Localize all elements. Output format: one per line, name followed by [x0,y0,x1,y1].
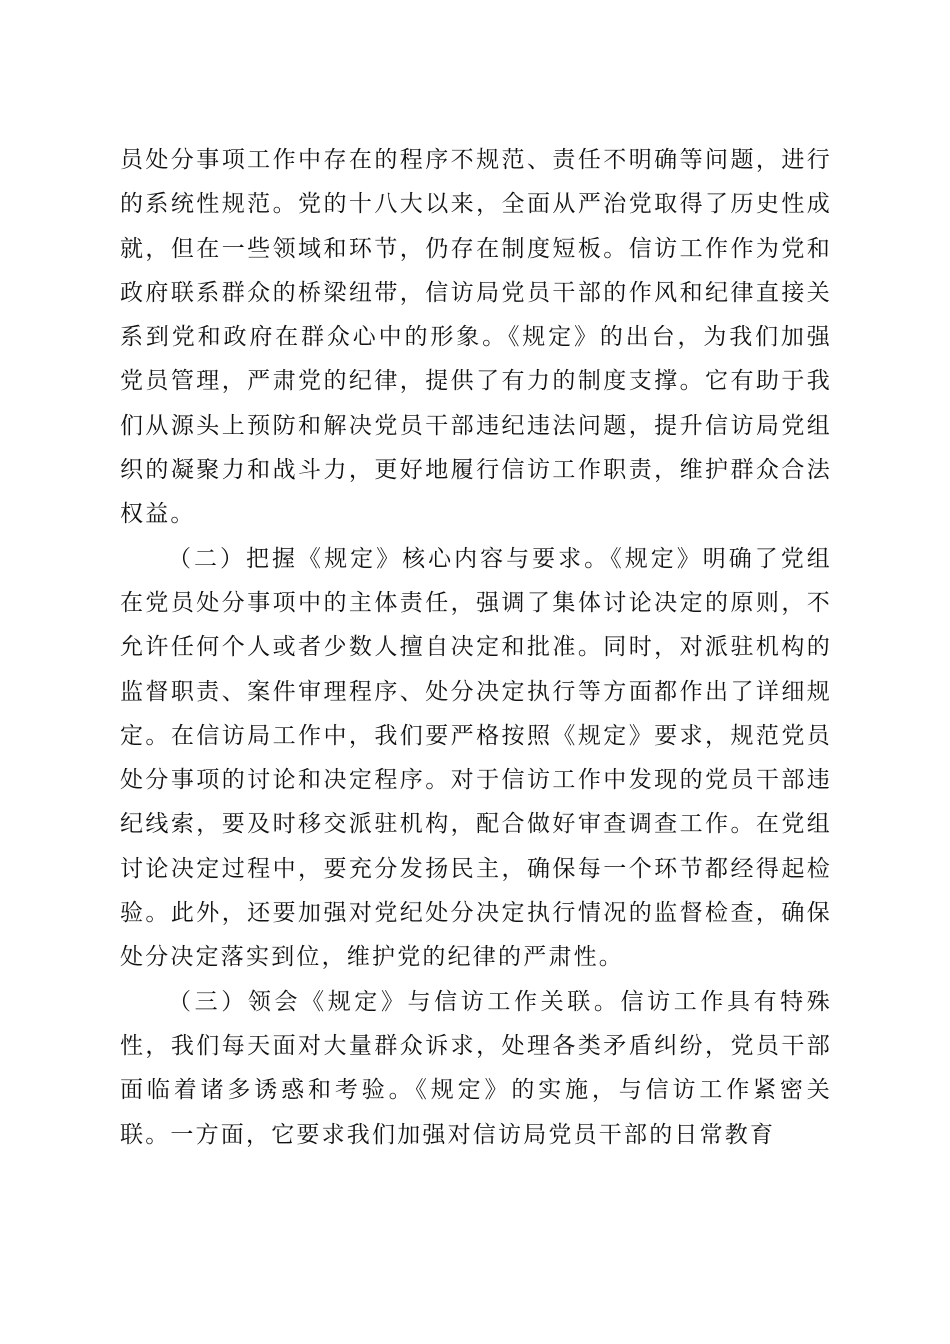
paragraph-section-2 [120,537,832,980]
section-2-body: 《规定》明确了党组在党员处分事项中的主体责任，强调了集体讨论决定的原则，不允许任何个人或者少数人擅自决定和批准。同时，对派驻机构的监督职责、案件审理程序、处分决定执行等方面都作出了详细规定。在信访局工作中，我们要严格按照《规定》要求，规范党员处分事项的讨论和决定程序。对于信访工作中发现的党员干部违纪线索，要及时移交派驻机构，配合做好审查调查工作。在党组讨论决定过程中，要充分发扬民主，确保每一个环节都经得起检验。此外，还要加强对党纪处分决定执行情况的监督检查，确保处分决定落实到位，维护党的纪律的严肃性。 [120,545,832,971]
section-2-heading: （二）把握《规定》核心内容与要求。 [168,545,611,572]
document-page [120,138,832,1157]
paragraph-continuation: 员处分事项工作中存在的程序不规范、责任不明确等问题，进行的系统性规范。党的十八大以来，全面从严治党取得了历史性成就，但在一些领域和环节，仍存在制度短板。信访工作作为党和政府联系群众的桥梁纽带，信访局党员干部的作风和纪律直接关系到党和政府在群众心中的形象。《规定》的出台，为我们加强党员管理，严肃党的纪律，提供了有力的制度支撑。它有助于我们从源头上预防和解决党员干部违纪违法问题，提升信访局党组织的凝聚力和战斗力，更好地履行信访工作职责，维护群众合法权益。 [120,147,832,528]
section-3-body: 信访工作具有特殊性，我们每天面对大量群众诉求，处理各类矛盾纠纷，党员干部面临着诸多诱惑和考验。《规定》的实施，与信访工作紧密关联。一方面，它要求我们加强对信访局党员干部的日常教育 [120,988,832,1148]
section-3-heading: （三）领会《规定》与信访工作关联。 [168,988,621,1015]
paragraph-section-3 [120,980,832,1157]
